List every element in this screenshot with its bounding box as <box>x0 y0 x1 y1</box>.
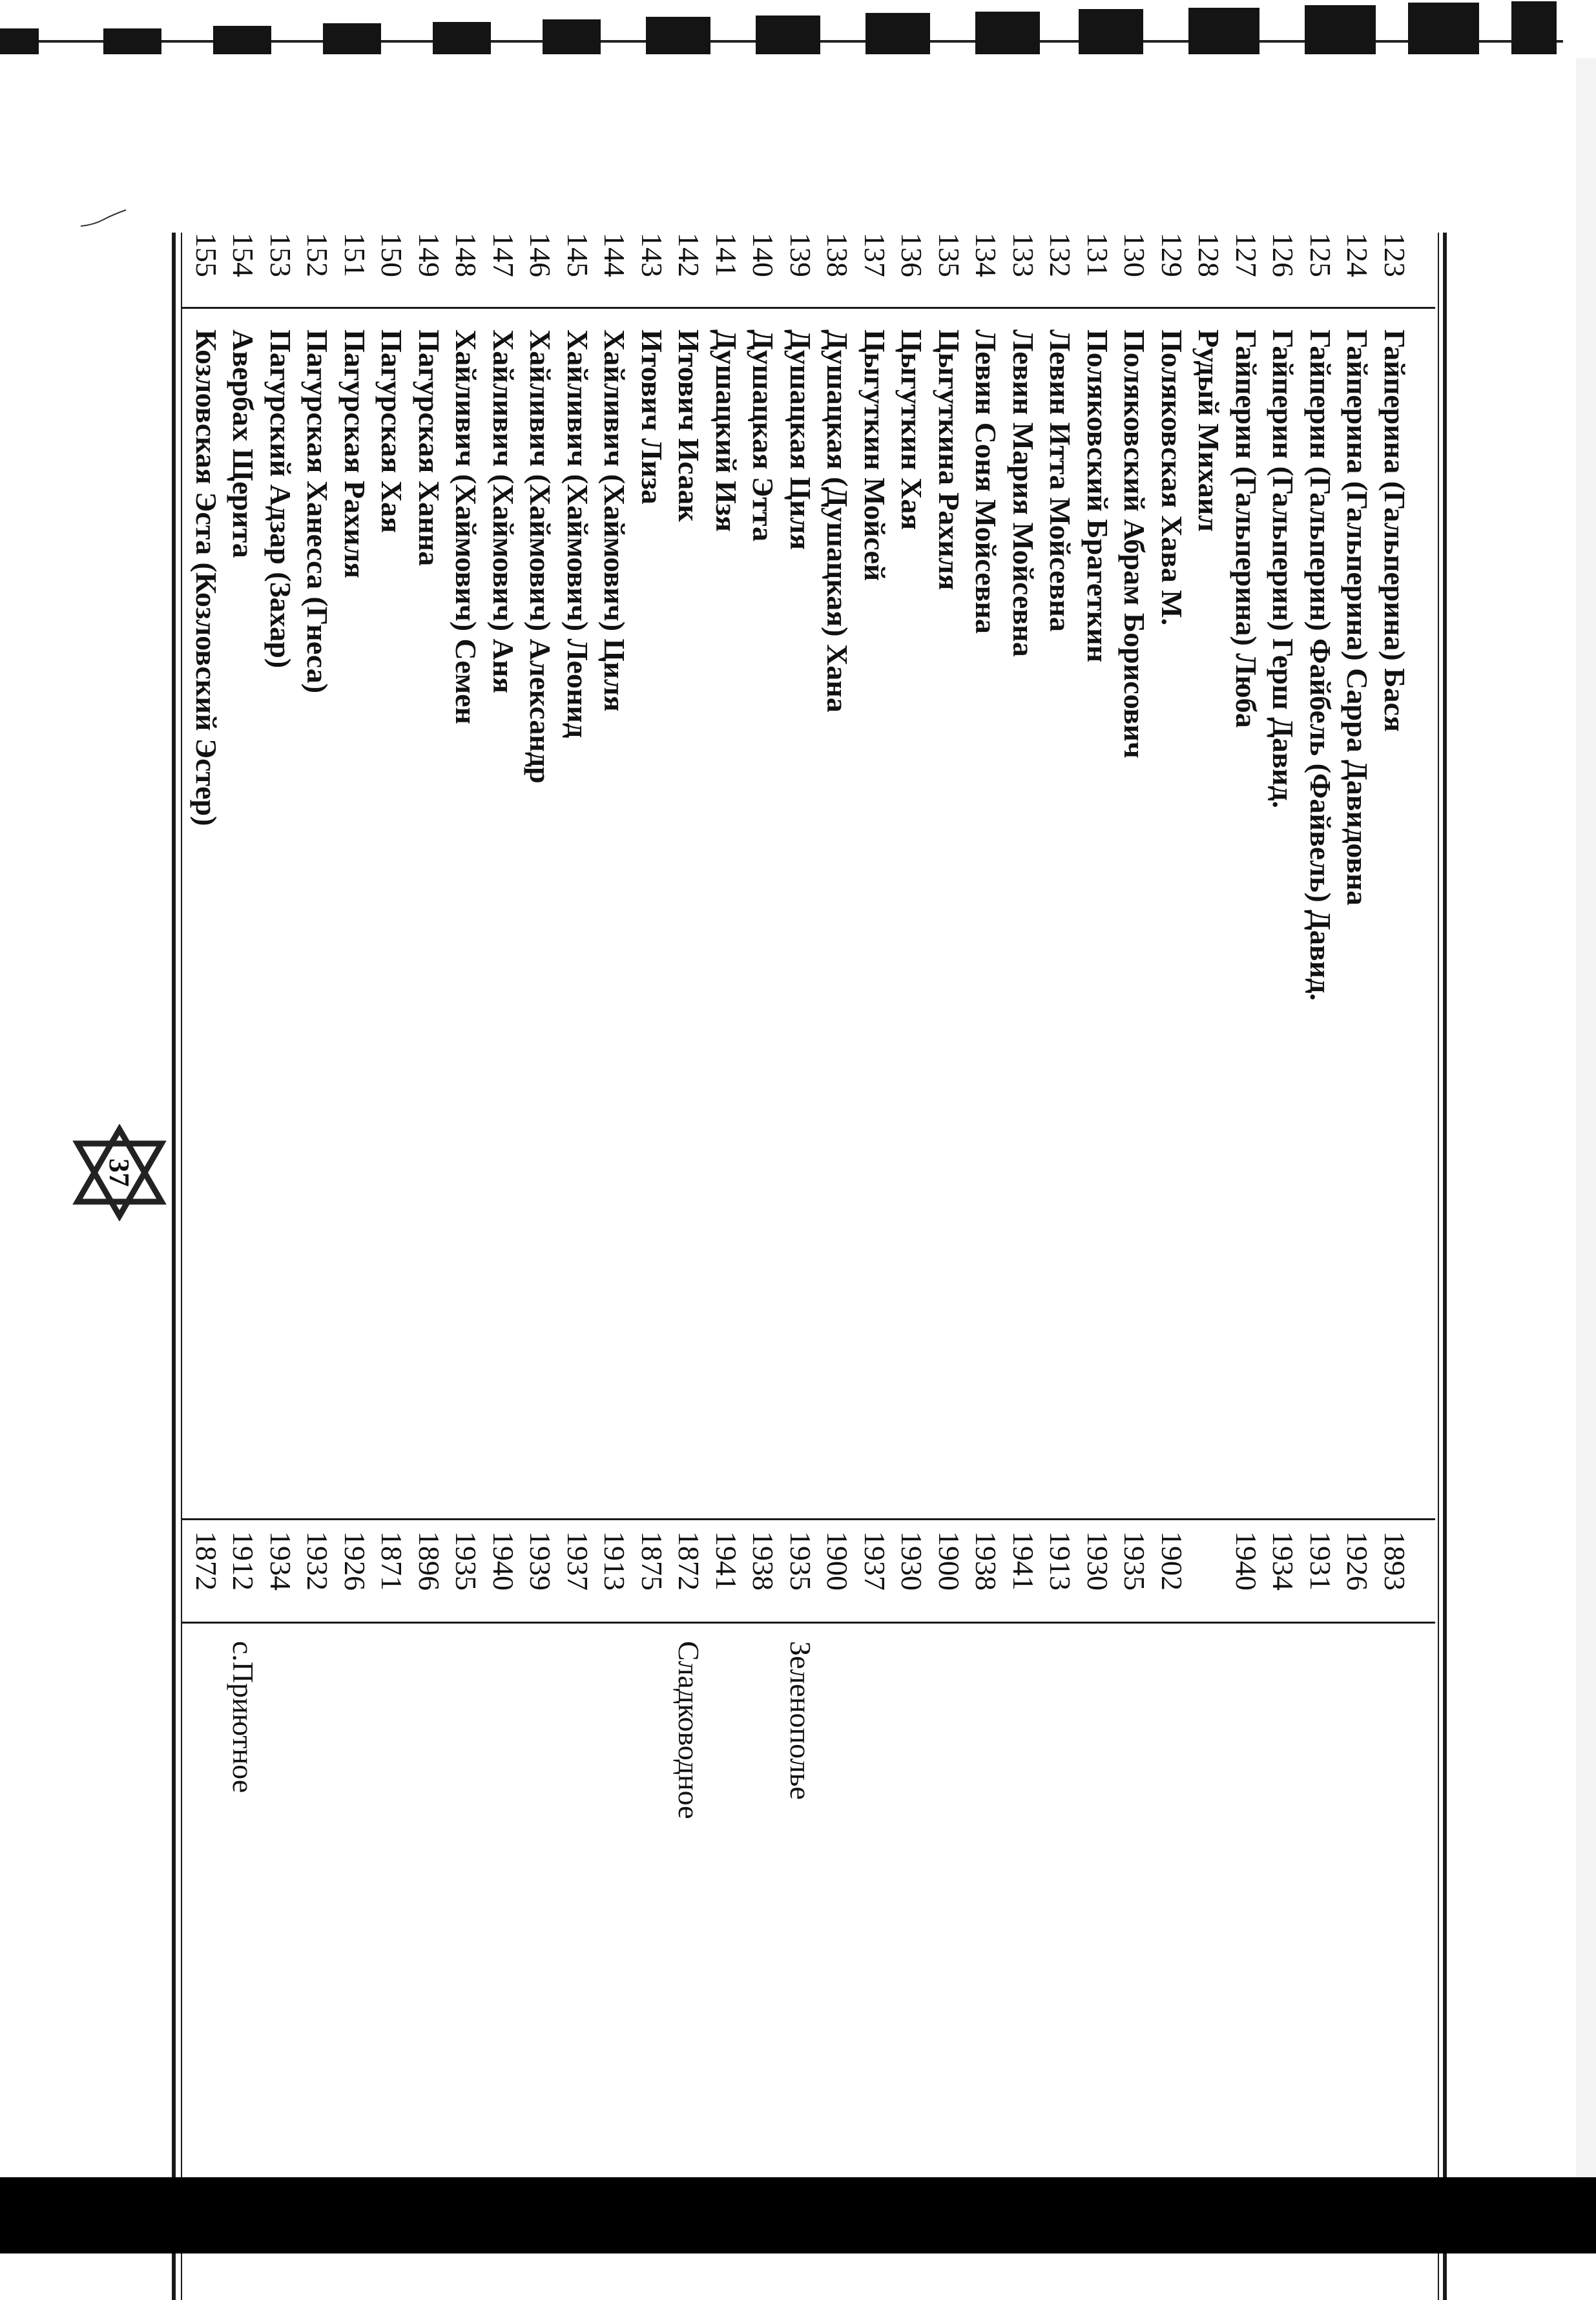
list-item <box>893 233 931 2300</box>
record-name: Душацкая Этта <box>747 329 780 542</box>
strip-block <box>1511 1 1557 54</box>
record-number: 154 <box>227 233 260 277</box>
list-item <box>968 233 1005 2300</box>
record-year: 1913 <box>598 1531 632 1591</box>
record-name: Хайливич (Хаймович) Циля <box>598 329 632 712</box>
record-number: 134 <box>969 233 1003 277</box>
record-year: 1930 <box>895 1531 929 1591</box>
record-number: 152 <box>301 233 335 277</box>
list-item <box>1116 233 1154 2300</box>
record-year: 1940 <box>1230 1531 1263 1591</box>
record-year: 1926 <box>338 1531 371 1591</box>
record-year: 1913 <box>1044 1531 1077 1591</box>
record-number: 153 <box>264 233 297 277</box>
record-year: 1900 <box>821 1531 855 1591</box>
record-year: 1940 <box>487 1531 520 1591</box>
record-number: 123 <box>1378 233 1411 277</box>
pen-mark <box>78 207 129 233</box>
record-number: 139 <box>784 233 817 277</box>
record-year: 1937 <box>858 1531 891 1591</box>
record-name: Итович Лиза <box>636 329 668 505</box>
record-name: Итович Исаак <box>672 329 706 522</box>
list-item <box>262 233 300 2300</box>
list-item <box>1042 233 1079 2300</box>
record-name: Хайливич (Хаймович) Александр <box>524 329 557 784</box>
record-year: 1935 <box>1118 1531 1152 1591</box>
record-name: Пагурский Адзар (Захар) <box>264 329 297 669</box>
list-item <box>299 233 337 2300</box>
list-item <box>931 233 968 2300</box>
record-year: 1872 <box>672 1531 706 1591</box>
record-number: 137 <box>858 233 891 277</box>
record-name: Поляковский Брагеткин <box>1081 329 1114 663</box>
strip-block <box>0 28 39 54</box>
record-name: Гайперин (Гальперин) Файбель (Файвель) Давид. <box>1304 329 1337 1001</box>
record-number: 149 <box>413 233 446 277</box>
list-item <box>522 233 559 2300</box>
strip-block <box>1408 3 1479 54</box>
record-number: 131 <box>1081 233 1114 277</box>
record-year: 1937 <box>561 1531 594 1591</box>
record-name: Пагурская Ханна <box>413 329 446 567</box>
record-name: Поляковская Хава М. <box>1156 329 1188 626</box>
record-number: 124 <box>1341 233 1374 277</box>
list-item <box>1302 233 1340 2300</box>
record-name: Душацкая (Душацкая) Хана <box>821 329 855 713</box>
record-name: Гайперин (Гальперин) Герш Давид. <box>1267 329 1300 809</box>
strip-block <box>213 26 271 54</box>
record-year: 1932 <box>301 1531 335 1591</box>
list-item <box>1005 233 1042 2300</box>
list-item <box>782 233 820 2300</box>
list-item <box>819 233 856 2300</box>
record-name: Гайперина (Гальперина) Сарра Давидовна <box>1341 329 1374 906</box>
strip-block <box>103 28 161 54</box>
record-name: Левин Соня Мойсевна <box>969 329 1003 634</box>
record-number: 125 <box>1304 233 1337 277</box>
record-name: Левин Итта Мойсевна <box>1044 329 1077 632</box>
list-item <box>1339 233 1376 2300</box>
frame-right-rule <box>172 233 176 2300</box>
list-item <box>670 233 708 2300</box>
record-name: Хайливич (Хаймович) Семен <box>450 329 483 725</box>
record-number: 133 <box>1007 233 1040 277</box>
record-number: 144 <box>598 233 632 277</box>
record-number: 135 <box>933 233 966 277</box>
record-year: 1872 <box>190 1531 223 1591</box>
record-list <box>188 233 1414 2300</box>
record-year: 1939 <box>524 1531 557 1591</box>
record-year: 1902 <box>1156 1531 1188 1591</box>
record-year: 1941 <box>710 1531 743 1591</box>
star-of-david-icon <box>71 1124 168 1221</box>
list-item <box>448 233 485 2300</box>
frame-right-rule-thin <box>181 233 182 2300</box>
record-year: 1941 <box>1007 1531 1040 1591</box>
record-number: 141 <box>710 233 743 277</box>
list-item <box>1079 233 1117 2300</box>
record-name: Хайливич (Хаймович) Аня <box>487 329 520 694</box>
list-item <box>1190 233 1228 2300</box>
scan-right-edge <box>1576 58 1596 2177</box>
record-number: 148 <box>450 233 483 277</box>
record-year: 1938 <box>747 1531 780 1591</box>
strip-block <box>756 16 820 54</box>
list-item <box>188 233 225 2300</box>
record-number: 127 <box>1230 233 1263 277</box>
list-item <box>1228 233 1265 2300</box>
record-number: 138 <box>821 233 855 277</box>
record-number: 126 <box>1267 233 1300 277</box>
strip-block <box>323 23 381 54</box>
binding-strip <box>0 0 1596 58</box>
record-name: Пагурская Хая <box>375 329 409 533</box>
page-number-badge <box>71 1124 168 1221</box>
record-year: 1900 <box>933 1531 966 1591</box>
strip-block <box>975 12 1040 54</box>
list-item <box>745 233 782 2300</box>
strip-block <box>433 22 491 54</box>
list-item <box>337 233 374 2300</box>
record-name: Авербах Щерита <box>227 329 260 558</box>
strip-block <box>1188 8 1259 54</box>
record-place: Зеленополье <box>784 1641 817 1800</box>
record-number: 132 <box>1044 233 1077 277</box>
record-number: 140 <box>747 233 780 277</box>
record-year: 1912 <box>227 1531 260 1591</box>
record-year: 1934 <box>1267 1531 1300 1591</box>
list-item <box>485 233 523 2300</box>
list-item <box>1154 233 1191 2300</box>
list-item <box>373 233 411 2300</box>
record-year: 1871 <box>375 1531 409 1591</box>
record-name: Душацкая Циля <box>784 329 817 550</box>
frame-left-rule-thin <box>1438 233 1439 2300</box>
list-item <box>1265 233 1302 2300</box>
list-item <box>856 233 894 2300</box>
record-year: 1930 <box>1081 1531 1114 1591</box>
record-year: 1935 <box>784 1531 817 1591</box>
record-number: 155 <box>190 233 223 277</box>
record-year: 1875 <box>636 1531 668 1591</box>
list-item <box>708 233 745 2300</box>
record-name: Цыгуткин Хая <box>895 329 929 530</box>
page-number: 37 <box>103 1158 135 1187</box>
record-year: 1896 <box>413 1531 446 1591</box>
record-name: Цыгуткина Рахиля <box>933 329 966 591</box>
record-name: Рудый Михаил <box>1192 329 1226 532</box>
record-number: 136 <box>895 233 929 277</box>
strip-block <box>543 19 601 54</box>
scan-bottom-edge <box>0 2177 1596 2253</box>
record-name: Пагурская Рахиля <box>338 329 371 579</box>
record-number: 143 <box>636 233 668 277</box>
record-name: Пагурская Ханесса (Гнеса) <box>301 329 335 694</box>
rotated-page <box>168 233 1447 2300</box>
record-name: Поляковский Абрам Борисович <box>1118 329 1152 758</box>
list-item <box>411 233 448 2300</box>
record-name: Гайперин (Гальперина) Люба <box>1230 329 1263 728</box>
record-number: 142 <box>672 233 706 277</box>
record-year: 1938 <box>969 1531 1003 1591</box>
record-year: 1934 <box>264 1531 297 1591</box>
list-item <box>225 233 262 2300</box>
list-item <box>1376 233 1414 2300</box>
record-year: 1931 <box>1304 1531 1337 1591</box>
record-number: 147 <box>487 233 520 277</box>
record-number: 145 <box>561 233 594 277</box>
frame-left-rule <box>1443 233 1447 2300</box>
record-number: 146 <box>524 233 557 277</box>
strip-block <box>865 13 930 54</box>
record-number: 129 <box>1156 233 1188 277</box>
list-item <box>634 233 671 2300</box>
record-number: 150 <box>375 233 409 277</box>
record-year: 1893 <box>1378 1531 1411 1591</box>
record-place: Сладководное <box>672 1641 706 1819</box>
record-number: 130 <box>1118 233 1152 277</box>
record-year: 1935 <box>450 1531 483 1591</box>
record-number: 151 <box>338 233 371 277</box>
list-item <box>596 233 634 2300</box>
record-name: Козловская Эста (Козловский Эстер) <box>190 329 223 826</box>
record-place: с.Приютное <box>227 1641 260 1793</box>
record-name: Хайливич (Хаймович) Леонид <box>561 329 594 738</box>
record-name: Цыгуткин Мойсей <box>858 329 891 581</box>
record-name: Левин Мария Мойсевна <box>1007 329 1040 657</box>
strip-block <box>646 17 710 54</box>
strip-block <box>1079 9 1143 54</box>
record-name: Душацкий Изя <box>710 329 743 532</box>
list-item <box>559 233 597 2300</box>
strip-block <box>1305 5 1376 54</box>
record-name: Гайперина (Гальперина) Бася <box>1378 329 1411 732</box>
record-number: 128 <box>1192 233 1226 277</box>
record-year: 1926 <box>1341 1531 1374 1591</box>
